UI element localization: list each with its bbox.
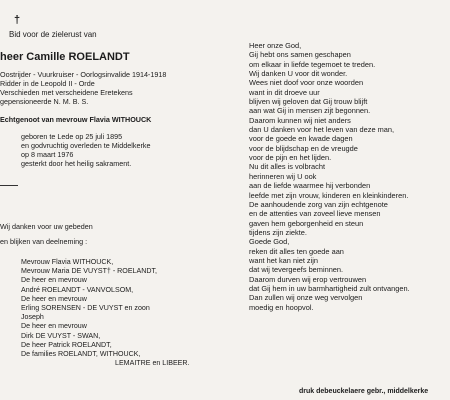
poem-line: dat wij tevergeefs beminnen. xyxy=(249,265,344,275)
family-line: De families ROELANDT, WITHOUCK, xyxy=(21,350,141,359)
deceased-name: heer Camille ROELANDT xyxy=(0,51,130,63)
family-line: De heer Patrick ROELANDT, xyxy=(21,340,112,349)
family-line: Mevrouw Flavia WITHOUCK, xyxy=(21,258,114,266)
thanks-line: Wij danken voor uw gebeden xyxy=(0,222,93,231)
prayer-intro: Bid voor de zielerust van xyxy=(9,30,97,39)
family-line: Joseph xyxy=(21,313,44,322)
life-line: geboren te Lede op 25 juli 1895 xyxy=(21,132,123,141)
poem-line: want in dit droeve uur xyxy=(249,87,320,97)
poem-line: Wees niet doof voor onze woorden xyxy=(249,78,364,88)
printer-credit: druk debeuckelaere gebr., middelkerke xyxy=(299,388,429,395)
life-line: en godvruchtig overleden te Middelkerke xyxy=(21,141,151,150)
family-line: Dirk DE VUYST - SWAN, xyxy=(21,331,101,340)
poem-line: De aanhoudende zorg van zijn echtgenote xyxy=(249,199,388,209)
poem-line: om elkaar in liefde tegemoet te treden. xyxy=(249,59,376,69)
poem-line: moedig en hoopvol. xyxy=(249,302,314,312)
poem-line: tijdens zijn ziekte. xyxy=(249,227,307,237)
spouse-line: Echtgenoot van mevrouw Flavia WITHOUCK xyxy=(0,115,152,124)
poem-line: voor de goede en kwade dagen xyxy=(249,134,353,144)
poem-line: Daarom durven wij erop vertrouwen xyxy=(249,274,367,284)
life-line: op 8 maart 1976 xyxy=(21,150,74,159)
family-line: Mevrouw Maria DE VUYST† - ROELANDT, xyxy=(21,267,157,276)
poem-line: Gij hebt ons samen geschapen xyxy=(249,50,351,60)
poem-line: want het kan niet zijn xyxy=(249,255,319,265)
poem-line: Daarom kunnen wij niet anders xyxy=(249,115,351,125)
prayer-poem xyxy=(249,41,410,312)
title-line: Oostrijder - Vuurkruiser - Oorlogsinvalide 1914-1918 xyxy=(0,70,167,79)
poem-line: gaven hem geborgenheid en steun xyxy=(249,218,364,228)
poem-line: voor de pijn en het lijden. xyxy=(249,153,332,163)
poem-line: voor de blijdschap en de vreugde xyxy=(249,143,358,153)
thanks-line: en blijken van deelneming : xyxy=(0,237,88,246)
cross-icon: † xyxy=(14,14,21,26)
family-line: André ROELANDT - VANVOLSOM, xyxy=(21,285,134,294)
title-line: Verschieden met verscheidene Eretekens xyxy=(0,88,133,97)
title-line: Ridder in de Leopold II - Orde xyxy=(0,79,95,88)
poem-line: blijven wij geloven dat Gij trouw blijft xyxy=(249,97,368,107)
family-line: De heer en mevrouw xyxy=(21,276,87,285)
life-line: gesterkt door het heilig sakrament. xyxy=(21,159,132,168)
poem-line: aan wat Gij in mensen zijt begonnen. xyxy=(249,106,371,116)
poem-line: aan de liefde waarmee hij verbonden xyxy=(249,181,371,191)
family-line: Erling SORENSEN - DE VUYST en zoon xyxy=(21,304,150,313)
poem-line: leefde met zijn vrouw, kinderen en kleinkinderen. xyxy=(249,190,409,200)
poem-line: dat Gij hem in uw barmhartigheid zult ontvangen. xyxy=(249,283,410,293)
poem-line: Nu dit alles is volbracht xyxy=(249,162,325,172)
poem-line: reken dit alles ten goede aan xyxy=(249,246,344,256)
poem-line: dan U danken voor het leven van deze man, xyxy=(249,125,395,135)
family-line: De heer en mevrouw xyxy=(21,322,87,331)
family-line: LEMAITRE en LIBEER. xyxy=(115,359,190,368)
poem-line: Heer onze God, xyxy=(249,41,302,50)
poem-line: Wij danken U voor dit wonder. xyxy=(249,69,348,79)
poem-line: Dan zullen wij onze weg vervolgen xyxy=(249,293,363,303)
poem-line: en de attenties van zoveel lieve mensen xyxy=(249,209,381,219)
title-line: gepensioneerde N. M. B. S. xyxy=(0,97,89,106)
poem-line: Goede God, xyxy=(249,237,290,247)
family-line: De heer en mevrouw xyxy=(21,294,87,303)
poem-line: herinneren wij U ook xyxy=(249,171,317,181)
